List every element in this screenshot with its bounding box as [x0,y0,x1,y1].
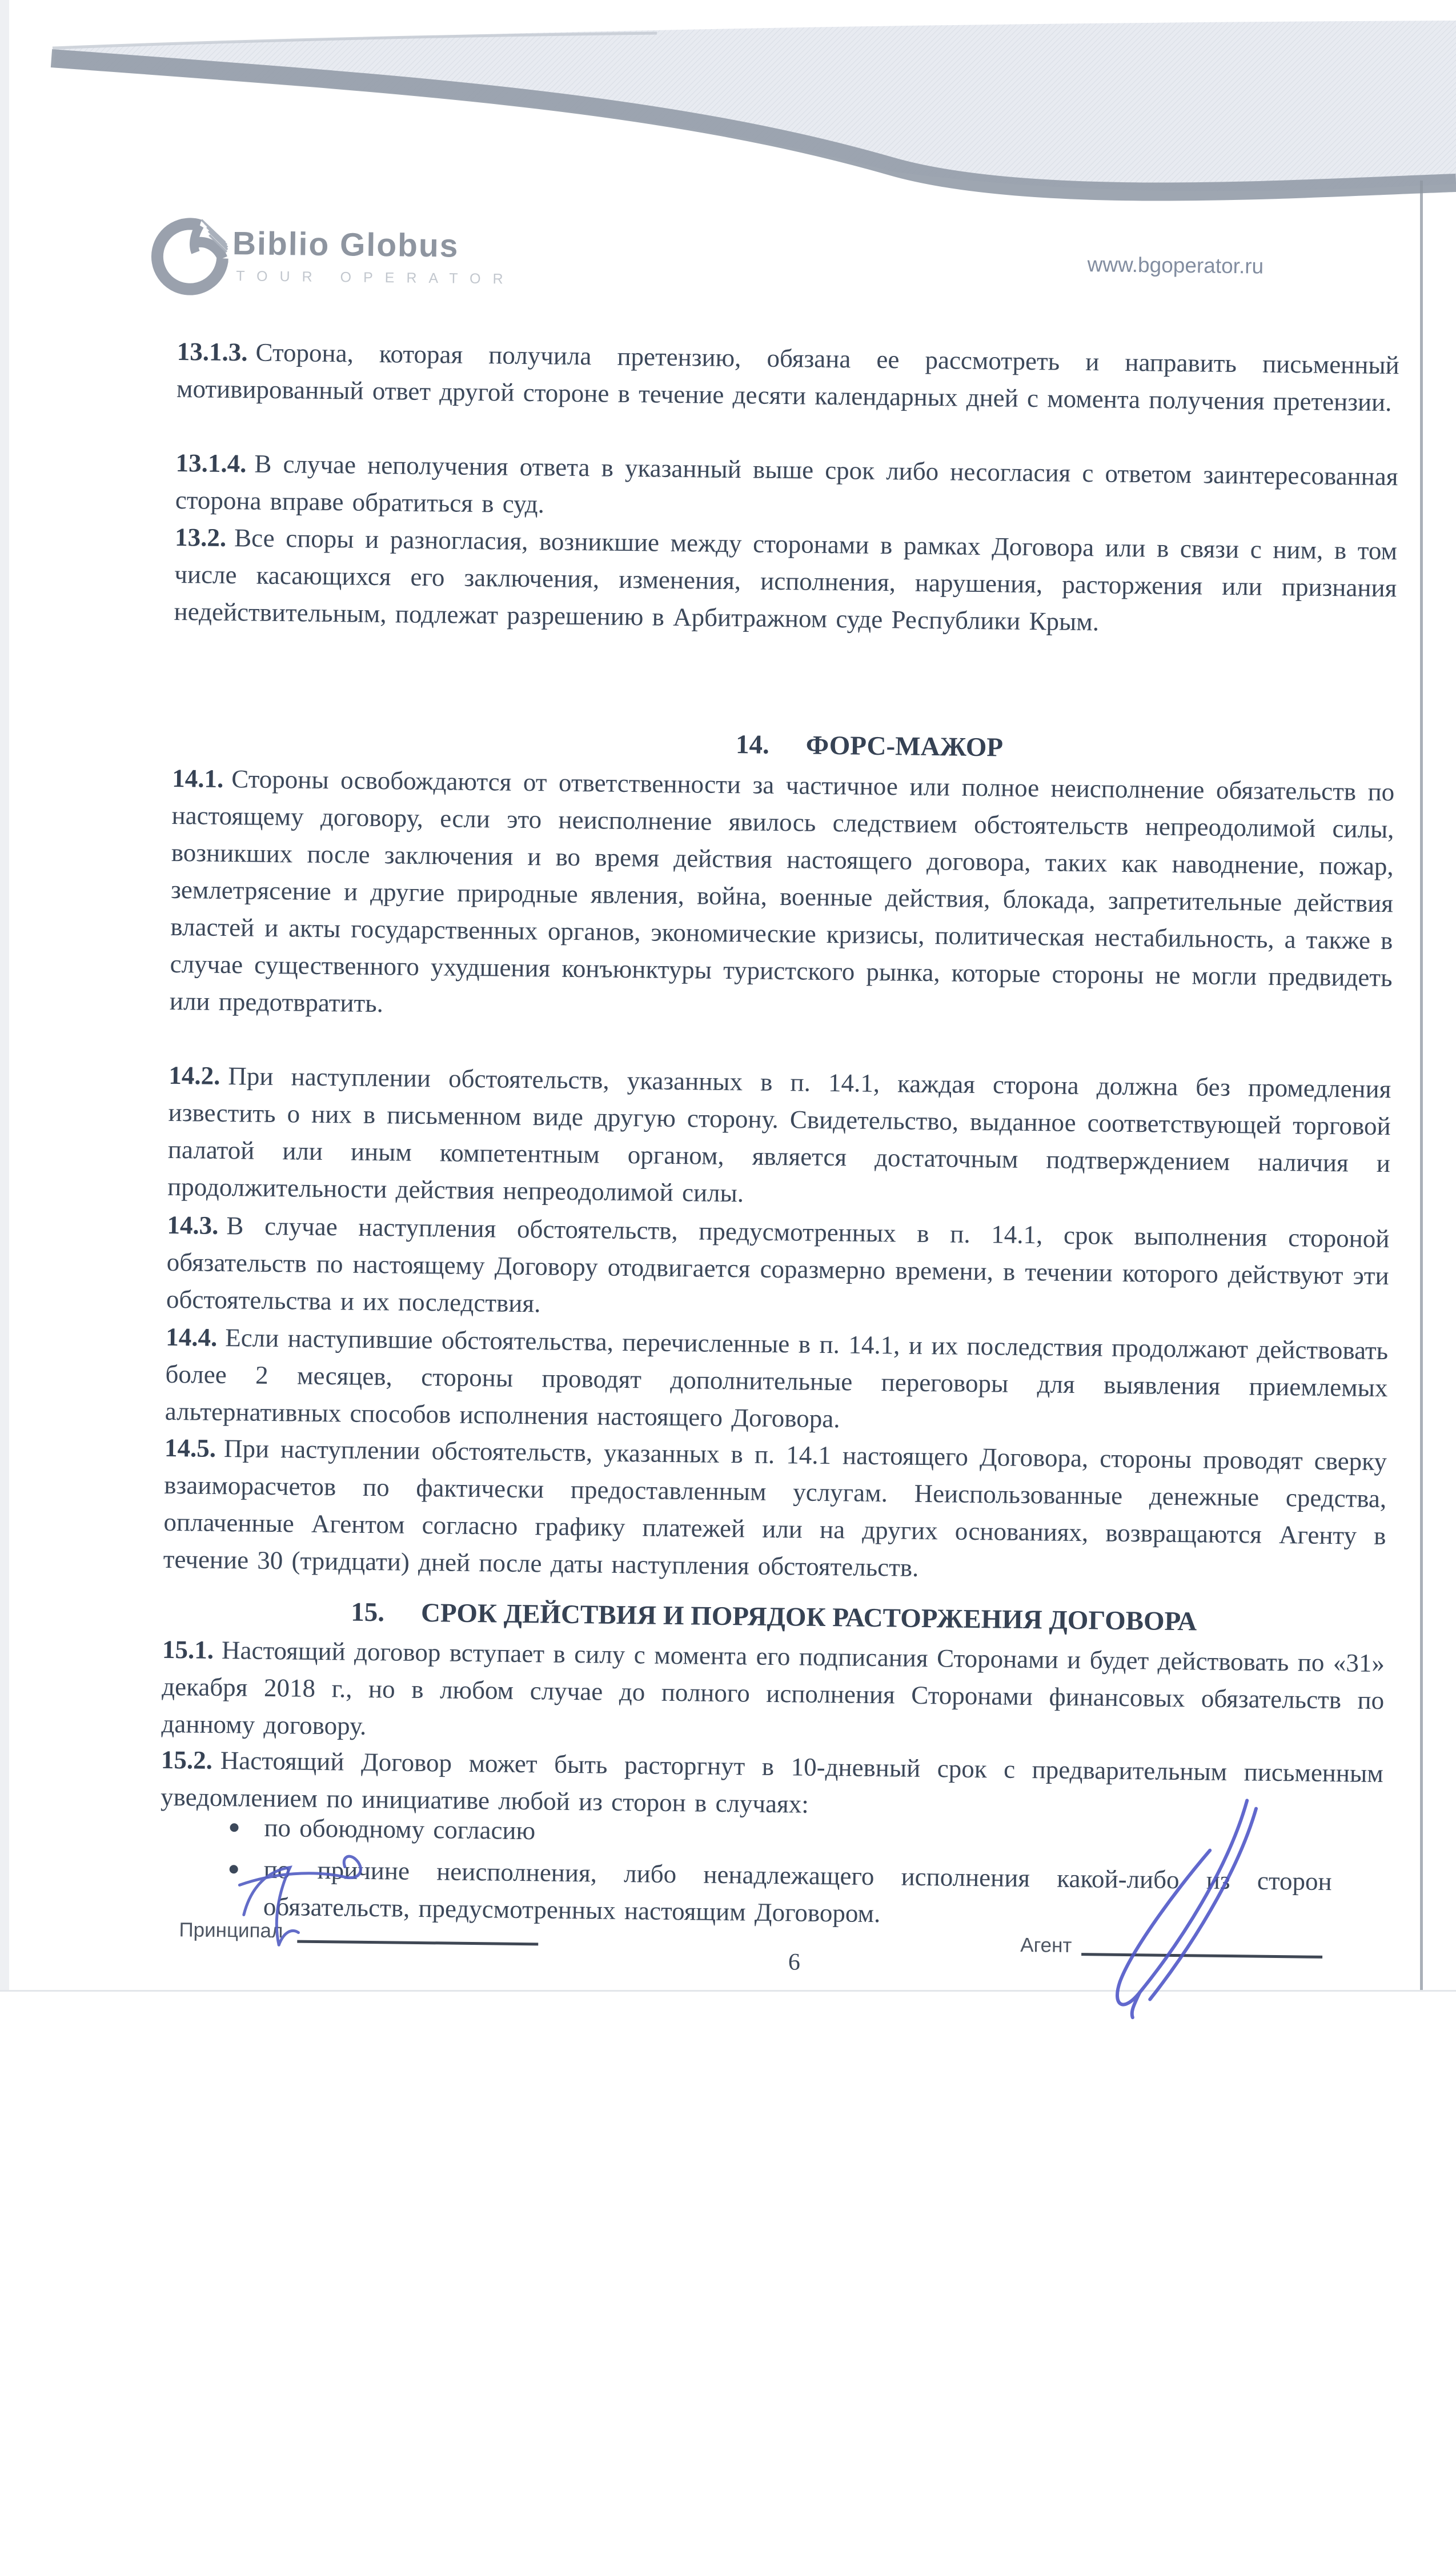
clause-text: Настоящий договор вступает в силу с момента его подписания Сторонами и будет действовать по «31» декабря 2018 г., но в любом случае до полного исполнения Сторонами финансовых обязательств по данному договору. [161,1636,1385,1740]
section-title: СРОК ДЕЙСТВИЯ И ПОРЯДОК РАСТОРЖЕНИЯ ДОГОВОРА [420,1597,1197,1637]
clause-text: В случае неполучения ответа в указанный выше срок либо несогласия с ответом заинтересованная сторона вправе обратиться в суд. [175,449,1398,519]
section-number: 15. [350,1597,385,1628]
clause-15-1 [161,1631,1385,1756]
clause-number: 14.3. [167,1210,219,1240]
clause-text: При наступлении обстоятельств, указанных в п. 14.1, каждая сторона должна без промедления известить о них в письменном виде другую сторону. Свидетельство, выданное соответствующей торговой палатой или иным компетентным органом, является достаточным подтверждением наличия и продолжительности действия непреодолимой силы. [167,1062,1391,1208]
clause-14-4 [165,1319,1388,1444]
clause-number: 15.2. [161,1745,213,1775]
section-title: ФОРС-МАЖОР [805,730,1004,763]
website-url: www.bgoperator.ru [1087,253,1264,278]
principal-signature-ink [227,1846,388,1962]
clause-number: 13.1.4. [175,448,247,478]
clause-number: 13.1.3. [177,337,248,367]
brand-tagline: TOUR OPERATOR [236,268,515,287]
clause-text: Настоящий Договор может быть расторгнут в 10-дневный срок с предварительным письменным уведомлением по инициативе любой из сторон в случаях: [160,1746,1384,1819]
clause-text: Если наступившие обстоятельства, перечисленные в п. 14.1, и их последствия продолжают действовать более 2 месяцев, стороны проводят дополнительные переговоры для выявления приемлемых альтернативных способов исполнения настоящего Договора. [165,1323,1389,1433]
brand-name: Biblio Globus [232,225,459,265]
clause-number: 14.5. [164,1433,216,1463]
bullet-dot [230,1823,238,1832]
clause-text: В случае наступления обстоятельств, предусмотренных в п. 14.1, срок выполнения стороной обязательств по настоящему Договору отодвигается соразмерно времени, в течении которого действуют эти обстоятельства и их последствия. [166,1211,1390,1318]
agent-signature-ink [1054,1781,1297,2059]
clause-14-1 [170,760,1395,1034]
clause-14-3 [166,1207,1390,1332]
principal-label: Принципал [179,1919,283,1943]
agent-label: Агент [1020,1933,1072,1957]
clause-13-2 [174,519,1397,644]
clause-number: 14.2. [169,1060,220,1090]
bullet-text: по причине неисполнения, либо ненадлежащего исполнения какой-либо из сторон обязательств, предусмотренных настоящим Договором. [263,1855,1332,1928]
clause-14-5 [163,1429,1387,1592]
clause-number: 14.4. [165,1322,218,1352]
clause-number: 15.1. [162,1635,214,1664]
page-number: 6 [788,1949,801,1976]
clause-number: 14.1. [172,763,224,793]
clause-13-1-3 [177,333,1399,421]
section-number: 14. [735,730,770,760]
bullet-text: по обоюдному согласию [264,1813,536,1845]
clause-text: При наступлении обстоятельств, указанных в п. 14.1 настоящего Договора, стороны проводят сверку взаиморасчетов по фактически предоставленным услугам. Неиспользованные денежные средства, оплаченные Агентом согласно графику платежей или на других основаниях, возвращаются Агенту в течение 30 (тридцати) дней после даты наступления обстоятельств. [163,1434,1387,1582]
biblio-globus-logo-icon [148,214,229,298]
clause-text: Сторона, которая получила претензию, обязана ее рассмотреть и направить письменный мотивированный ответ другой стороне в течение десяти календарных дней с момента получения претензии. [176,338,1399,417]
clause-number: 13.2. [174,522,227,552]
clause-13-1-4 [175,444,1398,532]
clause-text: Стороны освобождаются от ответственности за частичное или полное неисполнение обязательств по настоящему договору, если это неисполнение явилось следствием обстоятельств непреодолимой силы, возникших после заключения и во время действия настоящего договора, таких как наводнение, пожар, землетрясение и другие природные явления, война, военные действия, блокада, запретительные действия властей и акты государственных органов, экономические кризисы, политическая нестабильность, а также в случае существенного ухудшения конъюнктуры туристского рынка, которые стороны не могли предвидеть или предотвратить. [169,764,1395,1018]
clause-text: Все споры и разногласия, возникшие между сторонами в рамках Договора или в связи с ним, в том числе касающихся его заключения, изменения, исполнения, нарушения, расторжения или признания недействительным, подлежат разрешению в Арбитражном суде Республики Крым. [174,523,1398,636]
clause-14-2 [167,1057,1391,1219]
